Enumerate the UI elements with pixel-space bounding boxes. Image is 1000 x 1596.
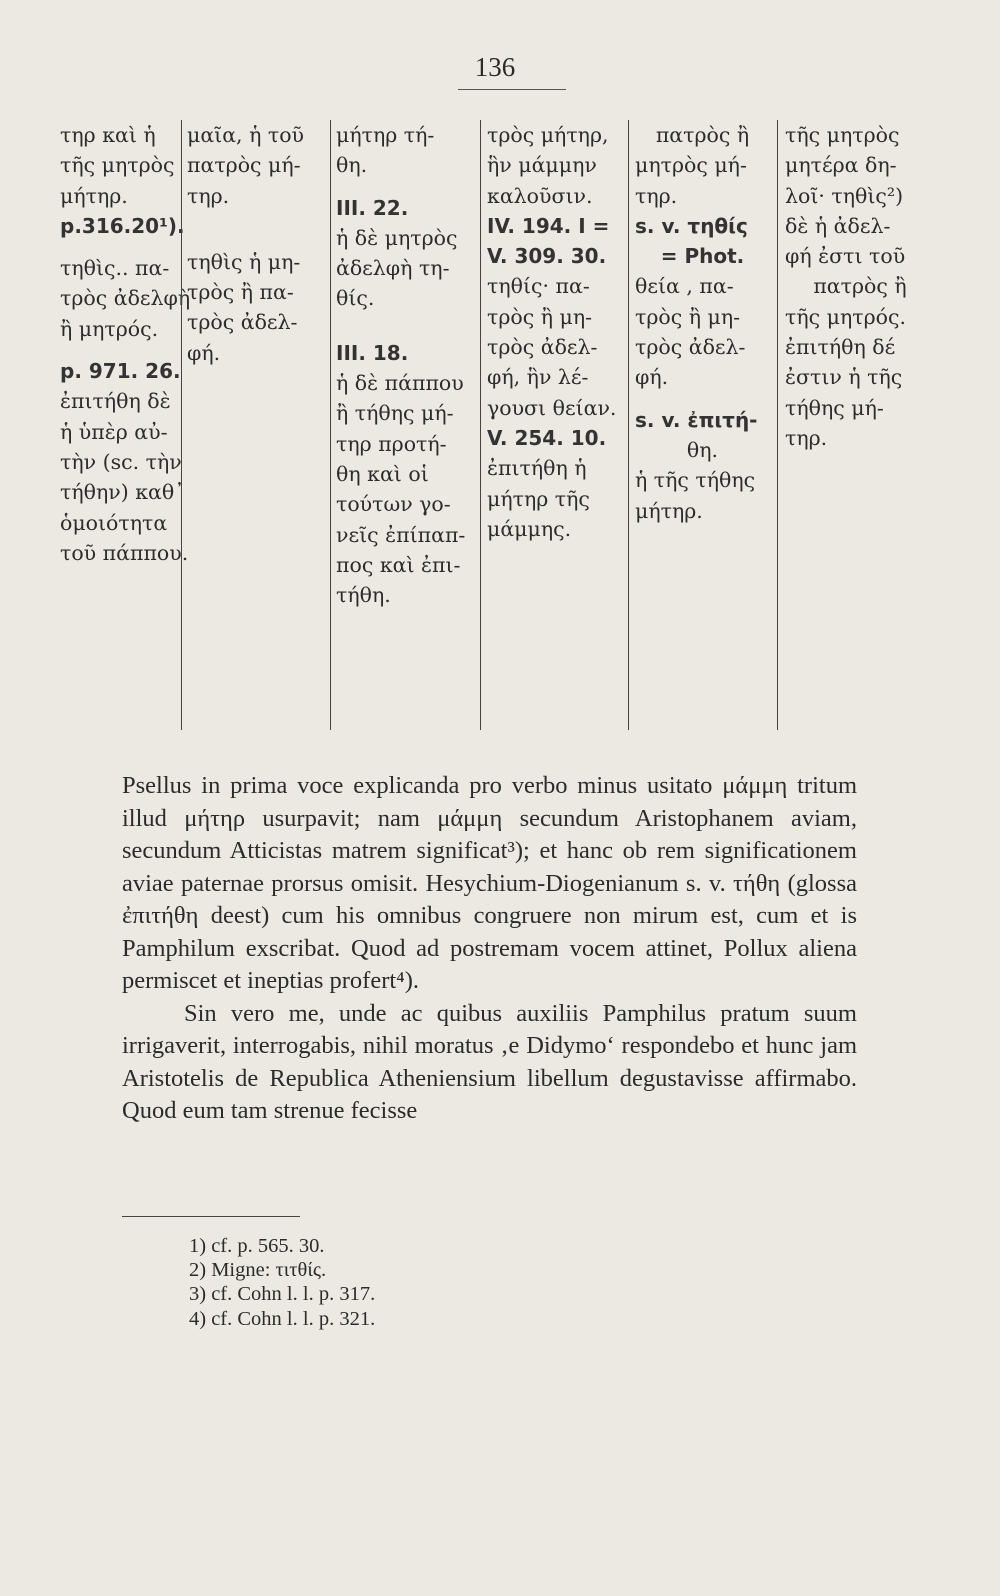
footnote-3: 3) cf. Cohn l. l. p. 317. <box>189 1283 376 1306</box>
gloss-line: μητρὸς μή- <box>635 153 747 178</box>
footnote-2: 2) Migne: τιτθίς. <box>189 1259 327 1282</box>
page-number: 136 <box>474 52 516 82</box>
glossary-column-1 <box>60 120 191 730</box>
gloss-line: λοῖ· τηθὶς²) <box>785 183 904 208</box>
footnotes <box>189 1234 375 1331</box>
gloss-line: τηρ. <box>187 183 230 208</box>
gloss-line: θίς. <box>336 286 375 311</box>
glossary-column-6 <box>785 120 935 730</box>
gloss-line: τῆς μητρὸς <box>785 123 900 147</box>
column-divider <box>480 120 481 730</box>
glossary-comparison-table <box>60 120 940 730</box>
source-reference: V. 254. 10. <box>487 425 607 450</box>
glossary-column-3 <box>336 120 476 730</box>
column-divider <box>330 120 331 730</box>
gloss-line: τήθης μή- <box>785 395 884 420</box>
gloss-line: τηθὶς.. πα- <box>60 256 170 281</box>
body-paragraph-1: Psellus in prima voce explicanda pro verbo minus usitato μάμμη tritum illud μήτηρ usurpavit; nam μάμμη secundum Aristophanem aviam, secundum Atticistas matrem significat³); et hanc ob rem significationem aviae paternae prorsus omisit. Hesychium-Diogenianum s. v. τήθη (glossa ἐπιτήθη deest) cum his omnibus congruere non mirum est, cum et is Pamphilum exscribat. Quod ad postremam vocem attinet, Pollux aliena permiscet et ineptias profert⁴). <box>122 772 857 994</box>
gloss-line: τρὸς ἀδελφὴ <box>60 286 191 311</box>
gloss-line: ἢ μητρός. <box>60 316 159 341</box>
gloss-line: ἐστιν ἡ τῆς <box>785 365 903 390</box>
glossary-column-2 <box>187 120 327 730</box>
gloss-line: ἣν μάμμην <box>487 153 597 178</box>
gloss-line: πατρὸς μή- <box>187 153 301 178</box>
source-reference: V. 309. 30. <box>487 244 607 269</box>
gloss-line: μήτηρ. <box>60 183 128 208</box>
gloss-line: τήθην) καθ᾽ <box>60 480 185 505</box>
gloss-line: ἡ τῆς τήθης <box>635 468 756 493</box>
gloss-line: ἡ ὑπὲρ αὐ- <box>60 419 168 444</box>
gloss-line: τρὸς ἀδελ- <box>635 335 746 360</box>
column-divider <box>181 120 182 730</box>
gloss-line: τηρ. <box>635 183 678 208</box>
gloss-line: τῆς μητρὸς <box>60 153 175 178</box>
column-spacer <box>336 314 476 326</box>
gloss-line: πος καὶ ἐπι- <box>336 552 461 577</box>
gloss-line: φή. <box>635 365 669 390</box>
gloss-line: μητέρα δη- <box>785 153 897 178</box>
gloss-line: θεία , πα- <box>635 274 734 299</box>
column-divider <box>628 120 629 730</box>
column-spacer <box>60 241 178 253</box>
gloss-line: μήτηρ τῆς <box>487 486 590 511</box>
source-reference: s. v. ἐπιτή- <box>635 407 758 432</box>
gloss-line: τηρ καὶ ἡ <box>60 123 156 147</box>
source-reference: p.316.20¹). <box>60 213 185 238</box>
gloss-line: νεῖς ἐπίπαπ- <box>336 522 466 547</box>
gloss-line: τρὸς ἢ μη- <box>487 304 593 329</box>
gloss-line: δὲ ἡ ἀδελ- <box>785 213 891 238</box>
column-spacer <box>187 223 327 235</box>
column-divider <box>777 120 778 730</box>
gloss-line: τῆς μητρός. <box>785 304 906 329</box>
gloss-line: τηθίς· πα- <box>487 274 590 299</box>
gloss-line: τηρ προτή- <box>336 431 447 456</box>
gloss-line: ἡ δὲ μητρὸς <box>336 225 458 250</box>
gloss-line: ἐπιτήθη δέ <box>785 335 896 360</box>
source-reference: p. 971. 26. <box>60 359 181 384</box>
gloss-line: θη. <box>336 153 368 178</box>
source-reference: = Phot. <box>660 244 745 269</box>
gloss-line: θη καὶ οἱ <box>336 461 429 486</box>
gloss-line: τὴν (sc. τὴν <box>60 449 182 474</box>
column-spacer <box>187 235 327 247</box>
column-spacer <box>336 326 476 338</box>
body-paragraph-2: Sin vero me, unde ac quibus auxiliis Pamphilus pratum suum irrigaverit, interrogabis, nihil moratus ‚e Didymo‘ respondebo et hunc jam Aristotelis de Republica Atheniensium libellum degustavisse affirmabo. Quod eum tam strenue fecisse <box>122 999 857 1124</box>
gloss-line: τηθὶς ἡ μη- <box>187 249 301 274</box>
glossary-column-5 <box>635 120 770 730</box>
gloss-line: ἐπιτήθη δὲ <box>60 389 171 414</box>
gloss-line: ἡ δὲ πάππου <box>336 371 464 396</box>
gloss-line: ἀδελφὴ τη- <box>336 256 450 281</box>
gloss-line: ἐπιτήθη ἡ <box>487 456 587 481</box>
footnote-1: 1) cf. p. 565. 30. <box>189 1235 325 1257</box>
column-spacer <box>635 393 770 405</box>
glossary-column-4 <box>487 120 625 730</box>
gloss-line: μήτηρ τή- <box>336 123 435 147</box>
gloss-line: καλοῦσιν. <box>487 183 593 208</box>
gloss-line: μάμμης. <box>487 516 572 541</box>
gloss-line: φή ἐστι τοῦ <box>785 244 906 269</box>
gloss-line: τρὸς μήτηρ, <box>487 123 609 147</box>
column-spacer <box>187 211 327 223</box>
page-number-rule <box>458 89 566 90</box>
source-reference: s. v. τηθίς <box>635 213 748 238</box>
gloss-line: θη. <box>686 437 719 462</box>
gloss-line: τρὸς ἢ μη- <box>635 304 741 329</box>
gloss-line: τοῦ πάππου. <box>60 540 189 565</box>
gloss-line: πατρὸς ἢ <box>655 123 750 147</box>
gloss-line: τούτων γο- <box>336 492 451 517</box>
footnote-4: 4) cf. Cohn l. l. p. 321. <box>189 1307 376 1330</box>
gloss-line: τρὸς ἀδελ- <box>187 310 298 335</box>
source-reference: IV. 194. I = <box>487 213 610 238</box>
gloss-line: πατρὸς ἢ <box>813 274 907 299</box>
gloss-line: μήτηρ. <box>635 498 703 523</box>
gloss-line: φή, ἣν λέ- <box>487 365 589 390</box>
gloss-line: ἢ τήθης μή- <box>336 401 454 426</box>
column-spacer <box>336 181 476 193</box>
gloss-line: τήθη. <box>336 583 391 608</box>
source-reference: III. 22. <box>336 195 409 220</box>
gloss-line: τρὸς ἢ πα- <box>187 280 294 305</box>
source-reference: III. 18. <box>336 340 409 365</box>
footnote-rule <box>122 1216 300 1217</box>
gloss-line: τρὸς ἀδελ- <box>487 335 598 360</box>
gloss-line: γουσι θείαν. <box>487 395 617 420</box>
gloss-line: μαῖα, ἡ τοῦ <box>187 123 305 147</box>
column-spacer <box>60 344 178 356</box>
body-text <box>122 770 857 1128</box>
gloss-line: τηρ. <box>785 425 828 450</box>
gloss-line: ὁμοιότητα <box>60 510 168 535</box>
gloss-line: φή. <box>187 340 221 365</box>
